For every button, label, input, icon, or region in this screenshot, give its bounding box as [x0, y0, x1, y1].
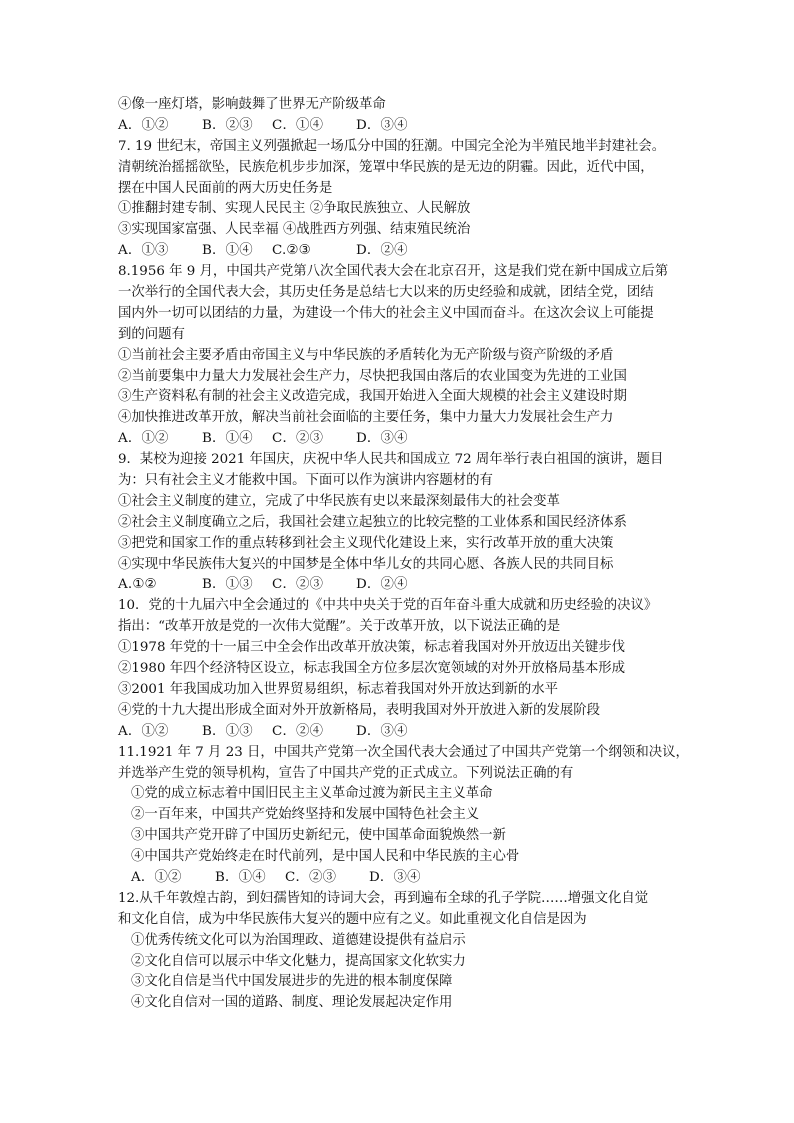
option-line: ②一百年来，中国共产党始终坚持和发展中国特色社会主义 — [131, 807, 480, 823]
option-line: ③生产资料私有制的社会主义改造完成，我国开始进入全面大规模的社会主义建设时期 — [118, 389, 627, 405]
option-line: ③中国共产党开辟了中国历史新纪元，使中国革命面貌焕然一新 — [131, 828, 506, 844]
option-line: ④党的十九大提出形成全面对外开放新格局，表明我国对外开放进入新的发展阶段 — [118, 702, 601, 718]
answer-choice: B．①④ — [215, 869, 266, 885]
answer-choice: A．①③ — [118, 243, 169, 259]
answer-choices — [118, 722, 678, 743]
answer-choice: D．③④ — [356, 431, 408, 447]
question-stem-line: 12.从千年敦煌古韵，到妇孺皆知的诗词大会，再到遍布全球的孔子学院……增强文化自觉 — [118, 890, 649, 906]
option-line: ②1980 年四个经济特区设立，标志我国全方位多层次宽领域的对外开放格局基本形成 — [118, 661, 626, 677]
question-q8 — [118, 262, 678, 450]
answer-choice: A．①② — [118, 431, 169, 447]
question-stem-line: 9．某校为迎接 2021 年国庆，庆祝中华人民共和国成立 72 周年举行表白祖国的演讲，题目 — [118, 452, 664, 468]
answer-choice: D．③④ — [369, 869, 421, 885]
option-line: ①社会主义制度的建立，完成了中华民族有史以来最深刻最伟大的社会变革 — [118, 493, 560, 509]
answer-choice: C.②③ — [272, 243, 311, 259]
answer-choices — [118, 575, 678, 596]
question-stem-line: 到的问题有 — [118, 326, 185, 342]
question-stem-line: 7. 19 世纪末，帝国主义列强掀起一场瓜分中国的狂潮。中国完全沦为半殖民地半封建社会。 — [118, 138, 666, 154]
answer-choice: D．③④ — [356, 723, 408, 739]
question-stem-line: 清朝统治摇摇欲坠，民族危机步步加深，笼罩中华民族的是无边的阴霾。因此，近代中国， — [118, 159, 654, 175]
question-q10 — [118, 596, 678, 742]
option-line: ①优秀传统文化可以为治国理政、道德建设提供有益启示 — [131, 932, 466, 948]
option-line: ③2001 年我国成功加入世界贸易组织，标志着我国对外开放达到新的水平 — [118, 681, 559, 697]
option-line: ④实现中华民族伟大复兴的中国梦是全体中华儿女的共同心愿、各族人民的共同目标 — [118, 556, 614, 572]
answer-choice: B．①③ — [202, 723, 253, 739]
option-line: ④像一座灯塔，影响鼓舞了世界无产阶级革命 — [118, 97, 386, 112]
question-stem-line: 一次举行的全国代表大会，其历史任务是总结七大以来的历史经验和成就，团结全党，团结 — [118, 285, 654, 301]
question-q6_tail — [118, 95, 678, 137]
answer-choice: B．①④ — [202, 431, 253, 447]
option-line: ①党的成立标志着中国旧民主主义革命过渡为新民主主义革命 — [131, 786, 493, 802]
question-stem-line: 指出：“改革开放是党的一次伟大觉醒”。关于改革开放，以下说法正确的是 — [118, 619, 561, 635]
option-line: ②社会主义制度确立之后，我国社会建立起独立的比较完整的工业体系和国民经济体系 — [118, 514, 627, 530]
option-line: ④文化自信对一国的道路、制度、理论发展起决定作用 — [131, 995, 453, 1011]
question-q7 — [118, 137, 678, 262]
answer-choice: A．①② — [118, 723, 169, 739]
answer-choice: C．②③ — [285, 869, 337, 885]
answer-choice: B．①③ — [202, 577, 253, 593]
answer-choices — [118, 241, 678, 262]
option-line: ③文化自信是当代中国发展进步的先进的根本制度保障 — [131, 974, 453, 990]
question-q11 — [118, 743, 689, 889]
answer-choice: C．②③ — [272, 577, 324, 593]
option-line: ①推翻封建专制、实现人民民主 ②争取民族独立、人民解放 — [118, 201, 471, 217]
question-stem-line: 11.1921 年 7 月 23 日，中国共产党第一次全国代表大会通过了中国共产党第一个纲领和决议， — [118, 744, 689, 760]
answer-choice: B．②③ — [202, 117, 253, 133]
option-line: ①1978 年党的十一届三中全会作出改革开放决策，标志着我国对外开放迈出关键步伐 — [118, 640, 626, 656]
question-stem-line: 摆在中国人民面前的两大历史任务是 — [118, 180, 333, 196]
option-line: ①当前社会主要矛盾由帝国主义与中华民族的矛盾转化为无产阶级与资产阶级的矛盾 — [118, 347, 614, 363]
answer-choices — [118, 429, 678, 450]
option-line: ②当前要集中力量大力发展社会生产力，尽快把我国由落后的农业国变为先进的工业国 — [118, 368, 627, 384]
answer-choice: D．③④ — [356, 117, 408, 133]
answer-choice: C．②③ — [272, 431, 324, 447]
question-q9 — [118, 450, 678, 596]
answer-choice: A.①② — [118, 577, 157, 593]
answer-choice: C．①④ — [272, 117, 324, 133]
option-line: ③把党和国家工作的重点转移到社会主义现代化建设上来，实行改革开放的重大决策 — [118, 535, 614, 551]
answer-choices — [118, 868, 678, 889]
answer-choice: A．①② — [131, 869, 182, 885]
answer-choice: D．②④ — [356, 243, 408, 259]
answer-choice: C．②④ — [272, 723, 324, 739]
question-q12 — [118, 889, 678, 1014]
option-line: ②文化自信可以展示中华文化魅力，提高国家文化软实力 — [131, 953, 466, 969]
answer-choice: D．②④ — [356, 577, 408, 593]
question-stem-line: 并选举产生党的领导机构，宣告了中国共产党的正式成立。下列说法正确的有 — [118, 765, 574, 781]
question-stem-line: 国内外一切可以团结的力量，为建设一个伟大的社会主义中国而奋斗。在这次会议上可能提 — [118, 305, 654, 321]
question-stem-line: 10．党的十九届六中全会通过的《中共中央关于党的百年奋斗重大成就和历史经验的决议》 — [118, 598, 658, 614]
question-stem-line: 8.1956 年 9 月，中国共产党第八次全国代表大会在北京召开，这是我们党在新中国成立后第 — [118, 264, 669, 280]
option-line: ④加快推进改革开放，解决当前社会面临的主要任务，集中力量大力发展社会生产力 — [118, 410, 614, 426]
question-list — [118, 95, 689, 1014]
option-line: ③实现国家富强、人民幸福 ④战胜西方列强、结束殖民统治 — [118, 222, 471, 238]
answer-choice: B．①④ — [202, 243, 253, 259]
answer-choices — [118, 116, 678, 137]
option-line: ④中国共产党始终走在时代前列，是中国人民和中华民族的主心骨 — [131, 849, 520, 865]
question-stem-line: 为：只有社会主义才能救中国。下面可以作为演讲内容题材的有 — [118, 473, 493, 489]
answer-choice: A．①② — [118, 117, 169, 133]
question-stem-line: 和文化自信，成为中华民族伟大复兴的题中应有之义。如此重视文化自信是因为 — [118, 911, 587, 927]
